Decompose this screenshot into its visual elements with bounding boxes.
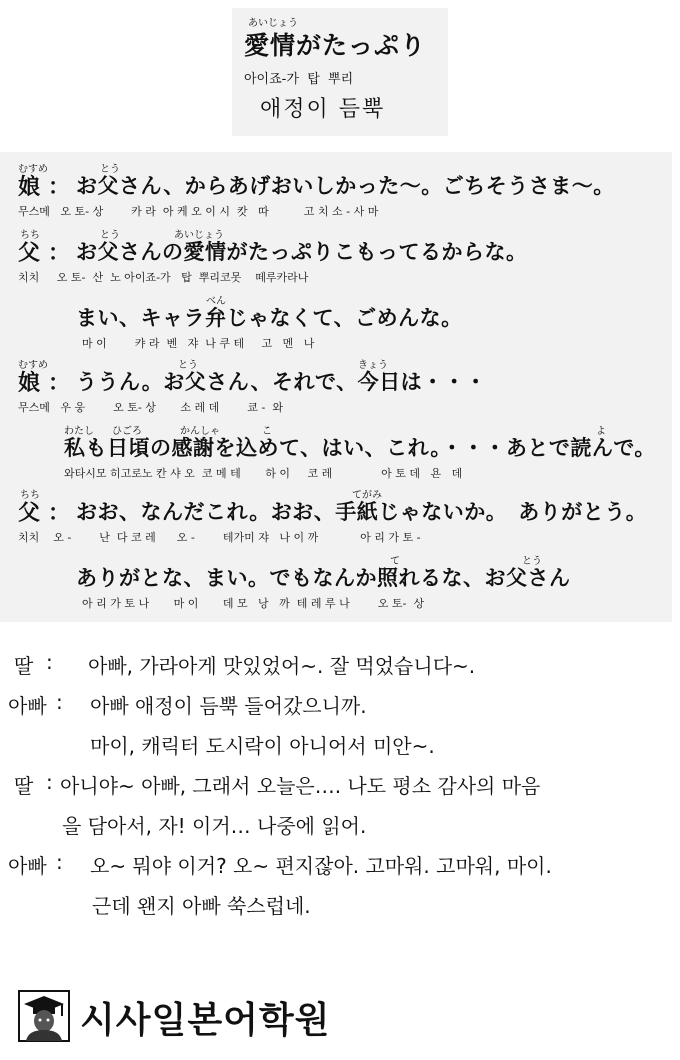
japanese-line: ありがとな、まい。でもなんか照れるな、お父さん: [76, 566, 571, 590]
word-ruby: かんしゃ: [180, 426, 220, 437]
title-ruby: あいじょう: [248, 18, 298, 29]
speaker-colon: ：: [48, 501, 71, 526]
word-ruby: て: [390, 556, 400, 567]
speaker-label: 父: [18, 501, 41, 526]
speaker-ruby: ちち: [20, 230, 40, 241]
japanese-line: お父さん、からあげおいしかった～。ごちそうさま～。: [76, 174, 615, 198]
title-reading: 아이죠-가 탑 뿌리: [244, 72, 354, 87]
translation-colon: :: [46, 650, 53, 674]
word-ruby: ひごろ: [112, 426, 142, 437]
word-ruby: とう: [522, 556, 542, 567]
speaker-label: 娘: [18, 175, 41, 200]
word-ruby: とう: [100, 230, 120, 241]
speaker-ruby: ちち: [20, 490, 40, 501]
translation-text: 근데 왠지 아빠 쑥스럽네.: [92, 894, 311, 918]
translation-speaker: 아빠: [8, 694, 47, 718]
speaker-ruby: むすめ: [18, 164, 48, 175]
reading-line: 치치 오 - 난 다 코 레 오 - 테가미 쟈 나 이 까 아 리 가 토 -: [18, 531, 421, 544]
reading-line: 무스메 우 웅 오 토- 상 소 레 데 쿄 - 와: [18, 401, 283, 414]
word-ruby: べん: [206, 296, 226, 307]
translation-speaker: 딸: [14, 654, 34, 678]
word-ruby: とう: [178, 360, 198, 371]
word-ruby: わたし: [64, 426, 94, 437]
word-ruby: よ: [596, 426, 606, 437]
speaker-ruby: むすめ: [18, 360, 48, 371]
title-korean: 애정이 듬뿍: [260, 97, 386, 122]
speaker-colon: ：: [48, 175, 71, 200]
translation-text: 아니야~ 아빠, 그래서 오늘은…. 나도 평소 감사의 마음: [60, 774, 541, 798]
japanese-line: 私も日頃の感謝を込めて、はい、これ。・・・あとで読んで。: [64, 436, 656, 460]
translation-text: 아빠, 가라아게 맛있었어~. 잘 먹었습니다~.: [88, 654, 476, 678]
word-ruby: あいじょう: [174, 230, 224, 241]
translation-text: 을 담아서, 자! 이거… 나중에 읽어.: [62, 814, 367, 838]
logo-text: 시사일본어학원: [80, 1000, 331, 1041]
translation-text: 아빠 애정이 듬뿍 들어갔으니까.: [90, 694, 367, 718]
translation-colon: :: [56, 850, 63, 874]
japanese-line: お父さんの愛情がたっぷりこもってるからな。: [76, 240, 528, 264]
reading-line: 와타시모 히고로노 칸 샤 오 코 메 테 하 이 코 레 아 토 데 욘 데: [64, 467, 463, 480]
word-ruby: きょう: [358, 360, 388, 371]
translation-text: 마이, 캐릭터 도시락이 아니어서 미안~.: [90, 734, 435, 758]
japanese-line: まい、キャラ弁じゃなくて、ごめんな。: [76, 306, 463, 330]
speaker-colon: ：: [48, 371, 71, 396]
japanese-line: おお、なんだこれ。おお、手紙じゃないか。 ありがとう。: [76, 500, 648, 524]
translation-colon: :: [56, 690, 63, 714]
speaker-label: 父: [18, 241, 41, 266]
reading-line: 무스메 오 토- 상 카 라 아 케 오 이 시 캇 따 고 치 소 - 사 마: [18, 205, 379, 218]
page-title: 愛情がたっぷり: [244, 31, 427, 60]
reading-line: 마 이 캬 라 벤 쟈 나 쿠 테 고 멘 나: [82, 337, 315, 350]
speaker-colon: ：: [48, 241, 71, 266]
word-ruby: てがみ: [352, 490, 382, 501]
reading-line: 치치 오 토- 산 노 아이죠-가 탑 뿌리코못 떼루카라나: [18, 271, 309, 284]
translation-speaker: 딸: [14, 774, 34, 798]
translation-colon: :: [46, 770, 53, 794]
graduation-cap-bust-icon: [18, 990, 70, 1042]
word-ruby: こ: [262, 426, 272, 437]
japanese-line: ううん。お父さん、それで、今日は・・・: [76, 370, 487, 394]
translation-text: 오~ 뭐야 이거? 오~ 편지잖아. 고마워. 고마워, 마이.: [90, 854, 552, 878]
word-ruby: とう: [100, 164, 120, 175]
speaker-label: 娘: [18, 371, 41, 396]
translation-speaker: 아빠: [8, 854, 47, 878]
reading-line: 아 리 가 토 나 마 이 데 모 낭 까 테 레 루 나 오 토- 상: [82, 597, 425, 610]
